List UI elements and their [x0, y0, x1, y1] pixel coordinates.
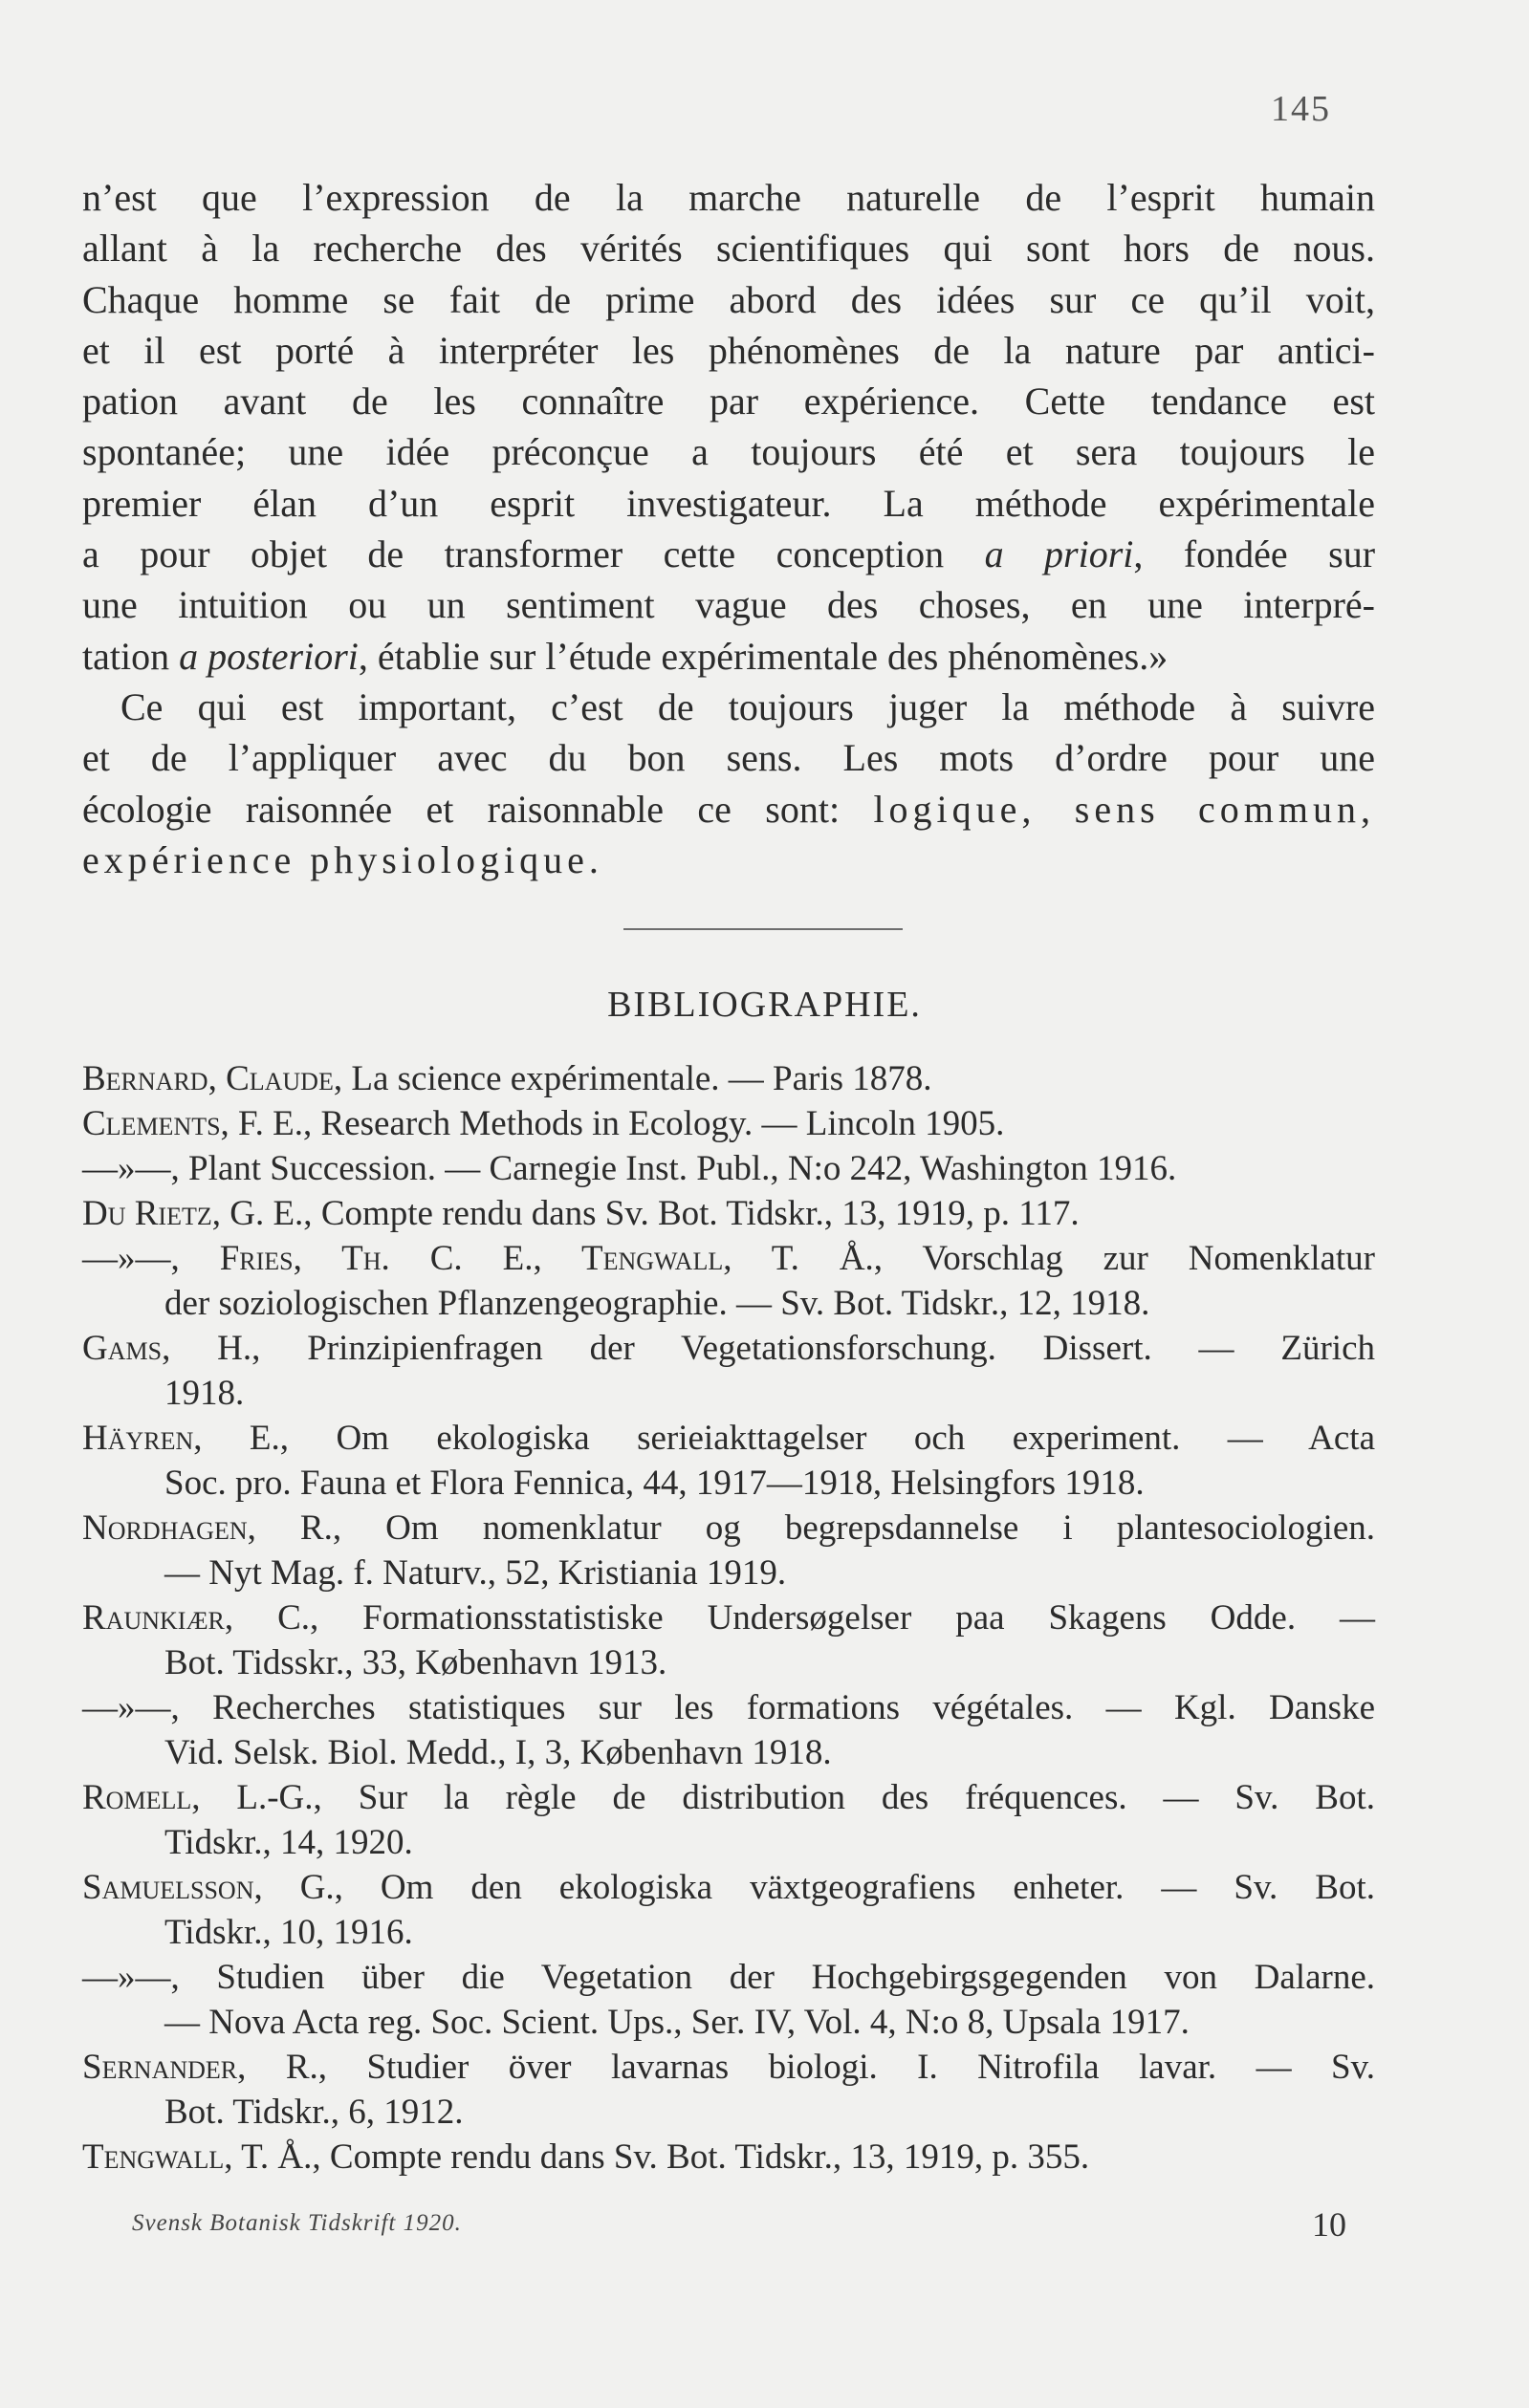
- bibliography-heading: BIBLIOGRAPHIE.: [607, 985, 922, 1025]
- bibliography-entry: [82, 1775, 1375, 1865]
- citation-text: Prinzipienfragen der Vegetationsforschung. Dissert. — Zürich: [260, 1329, 1375, 1368]
- bibliography-line: [82, 1506, 1375, 1551]
- bibliography-line: [82, 1775, 1375, 1820]
- author-name: Gams, H.,: [82, 1329, 261, 1368]
- citation-text: Vid. Selsk. Biol. Medd., I, 3, København 1918.: [164, 1733, 832, 1772]
- body-line: [82, 529, 1375, 579]
- citation-text: Om ekologiska serieiakttagelser och experiment. — Acta: [289, 1419, 1375, 1458]
- bibliography-entry: [82, 1236, 1375, 1326]
- body-text-run: .: [588, 837, 599, 881]
- citation-text: Soc. pro. Fauna et Flora Fennica, 44, 1917—1918, Helsingfors 1918.: [164, 1464, 1145, 1503]
- body-text: [82, 172, 1375, 885]
- bibliography-line: [82, 2045, 1375, 2090]
- citation-text: La science expérimentale. — Paris 1878.: [342, 1059, 932, 1098]
- bibliography-line: [82, 2090, 1375, 2135]
- body-text-run: expérience physiologique: [82, 837, 589, 881]
- citation-text: —»—, Studien über die Vegetation der Hochgebirgsgegenden von Dalarne.: [82, 1958, 1375, 1997]
- citation-text: Vorschlag zur Nomenklatur: [883, 1239, 1375, 1278]
- citation-text: Om nomenklatur og begrepsdannelse i plantesociologien.: [341, 1508, 1375, 1548]
- body-text-run: tation: [82, 634, 180, 678]
- bibliography-entry: [82, 1191, 1375, 1236]
- bibliography-entry: [82, 2135, 1375, 2180]
- bibliography-line: [82, 1910, 1375, 1955]
- citation-text: Bot. Tidsskr., 33, København 1913.: [164, 1643, 667, 1682]
- citation-text: Tidskr., 10, 1916.: [164, 1913, 413, 1952]
- body-text-run: a posteriori: [179, 634, 359, 678]
- bibliography-line: [82, 1056, 1375, 1101]
- bibliography-list: [82, 1056, 1375, 2180]
- bibliography-line: [82, 2000, 1375, 2045]
- body-line: [82, 579, 1375, 630]
- bibliography-entry: [82, 1955, 1375, 2045]
- footer-journal-title: Svensk Botanisk Tidskrift 1920.: [132, 2210, 462, 2236]
- bibliography-line: [82, 1865, 1375, 1910]
- bibliography-line: [82, 1326, 1375, 1371]
- citation-text: Compte rendu dans Sv. Bot. Tidskr., 13, 1919, p. 355.: [320, 2137, 1090, 2177]
- bibliography-entry: [82, 1146, 1375, 1191]
- citation-text: — Nyt Mag. f. Naturv., 52, Kristiania 1919.: [164, 1553, 787, 1593]
- citation-text: —»—, Plant Succession. — Carnegie Inst. Publ., N:o 242, Washington 1916.: [82, 1149, 1177, 1188]
- bibliography-entry: [82, 1865, 1375, 1955]
- citation-text: der soziologischen Pflanzengeographie. — Sv. Bot. Tidskr., 12, 1918.: [164, 1284, 1150, 1323]
- body-line: [82, 732, 1375, 783]
- body-line: [82, 426, 1375, 477]
- bibliography-entry: [82, 2045, 1375, 2135]
- bibliography-line: [82, 1685, 1375, 1730]
- body-line: [82, 784, 1375, 835]
- body-text-run: a pour objet de transformer cette conception: [82, 532, 985, 576]
- bibliography-line: [82, 1101, 1375, 1146]
- body-text-run: allant à la recherche des vérités scientifiques qui sont hors de nous.: [82, 227, 1375, 271]
- bibliography-line: [82, 1416, 1375, 1461]
- author-name: Clements, F. E.,: [82, 1104, 313, 1143]
- body-text-run: premier élan d’un esprit investigateur. La méthode expérimentale: [82, 481, 1375, 525]
- citation-text: Om den ekologiska växtgeografiens enheter. — Sv. Bot.: [342, 1868, 1375, 1907]
- body-line: [82, 682, 1375, 732]
- bibliography-line: [82, 1191, 1375, 1236]
- bibliography-line: [82, 1236, 1375, 1281]
- citation-text: Tidskr., 14, 1920.: [164, 1823, 413, 1862]
- citation-text: Compte rendu dans Sv. Bot. Tidskr., 13, 1919, p. 117.: [312, 1194, 1080, 1233]
- citation-text: 1918.: [164, 1374, 245, 1413]
- bibliography-entry: [82, 1685, 1375, 1775]
- body-text-run: pation avant de les connaître par expérience. Cette tendance est: [82, 380, 1375, 423]
- body-line: [82, 172, 1375, 223]
- citation-text: Sur la règle de distribution des fréquences. — Sv. Bot.: [321, 1778, 1375, 1817]
- bibliography-line: [82, 1281, 1375, 1326]
- citation-text: —»—, Recherches statistiques sur les formations végétales. — Kgl. Danske: [82, 1688, 1375, 1727]
- bibliography-line: [82, 1640, 1375, 1685]
- body-text-run: logique, sens commun,: [873, 787, 1375, 831]
- body-line: [82, 835, 1375, 885]
- bibliography-line: [82, 1595, 1375, 1640]
- body-line: [82, 631, 1375, 682]
- citation-text: — Nova Acta reg. Soc. Scient. Ups., Ser. IV, Vol. 4, N:o 8, Upsala 1917.: [164, 2003, 1190, 2042]
- citation-text: Formationsstatistiske Undersøgelser paa Skagens Odde. —: [318, 1598, 1375, 1638]
- author-name: Bernard, Claude,: [82, 1059, 343, 1098]
- bibliography-entry: [82, 1506, 1375, 1595]
- bibliography-entry: [82, 1326, 1375, 1416]
- body-line: [82, 325, 1375, 376]
- body-text-run: écologie raisonnée et raisonnable ce sont:: [82, 787, 874, 831]
- page-number: 145: [1271, 89, 1331, 129]
- citation-text: —»—,: [82, 1239, 220, 1278]
- body-line: [82, 274, 1375, 325]
- citation-text: Studier över lavarnas biologi. I. Nitrofila lavar. — Sv.: [327, 2048, 1375, 2087]
- footer-signature-number: 10: [1312, 2205, 1346, 2244]
- citation-text: Bot. Tidskr., 6, 1912.: [164, 2093, 464, 2132]
- author-name: Du Rietz, G. E.,: [82, 1194, 313, 1233]
- bibliography-line: [82, 1730, 1375, 1775]
- body-text-run: Ce qui est important, c’est de toujours juger la méthode à suivre: [120, 684, 1375, 728]
- author-name: Tengwall, T. Å.,: [82, 2137, 321, 2177]
- body-text-run: spontanée; une idée préconçue a toujours été et sera toujours le: [82, 430, 1375, 474]
- bibliography-entry: [82, 1101, 1375, 1146]
- author-name: Raunkiær, C.,: [82, 1598, 319, 1638]
- body-text-run: Chaque homme se fait de prime abord des idées sur ce qu’il voit,: [82, 277, 1375, 321]
- body-text-run: et de l’appliquer avec du bon sens. Les mots d’ordre pour une: [82, 736, 1375, 780]
- section-divider: [623, 928, 903, 930]
- bibliography-entry: [82, 1056, 1375, 1101]
- body-line: [82, 223, 1375, 273]
- body-line: [82, 376, 1375, 426]
- bibliography-line: [82, 1820, 1375, 1865]
- bibliography-line: [82, 2135, 1375, 2180]
- author-name: Häyren, E.,: [82, 1419, 290, 1458]
- author-name: Romell, L.-G.,: [82, 1778, 322, 1817]
- citation-text: Research Methods in Ecology. — Lincoln 1905.: [312, 1104, 1005, 1143]
- body-text-run: et il est porté à interpréter les phénomènes de la nature par antici-: [82, 328, 1375, 372]
- bibliography-line: [82, 1955, 1375, 2000]
- bibliography-line: [82, 1146, 1375, 1191]
- body-text-run: n’est que l’expression de la marche naturelle de l’esprit humain: [82, 176, 1375, 219]
- bibliography-line: [82, 1461, 1375, 1506]
- bibliography-line: [82, 1551, 1375, 1595]
- body-line: [82, 478, 1375, 529]
- body-text-run: , fondée sur: [1133, 532, 1376, 576]
- bibliography-entry: [82, 1595, 1375, 1685]
- bibliography-entry: [82, 1416, 1375, 1506]
- body-text-run: une intuition ou un sentiment vague des choses, en une interpré-: [82, 583, 1375, 627]
- author-name: Sernander, R.,: [82, 2048, 327, 2087]
- author-name: Fries, Th. C. E., Tengwall, T. Å.,: [219, 1239, 884, 1278]
- body-text-run: , établie sur l’étude expérimentale des phénomènes.»: [358, 634, 1169, 678]
- author-name: Samuelsson, G.,: [82, 1868, 343, 1907]
- body-text-run: a priori: [984, 532, 1134, 576]
- author-name: Nordhagen, R.,: [82, 1508, 342, 1548]
- bibliography-line: [82, 1371, 1375, 1416]
